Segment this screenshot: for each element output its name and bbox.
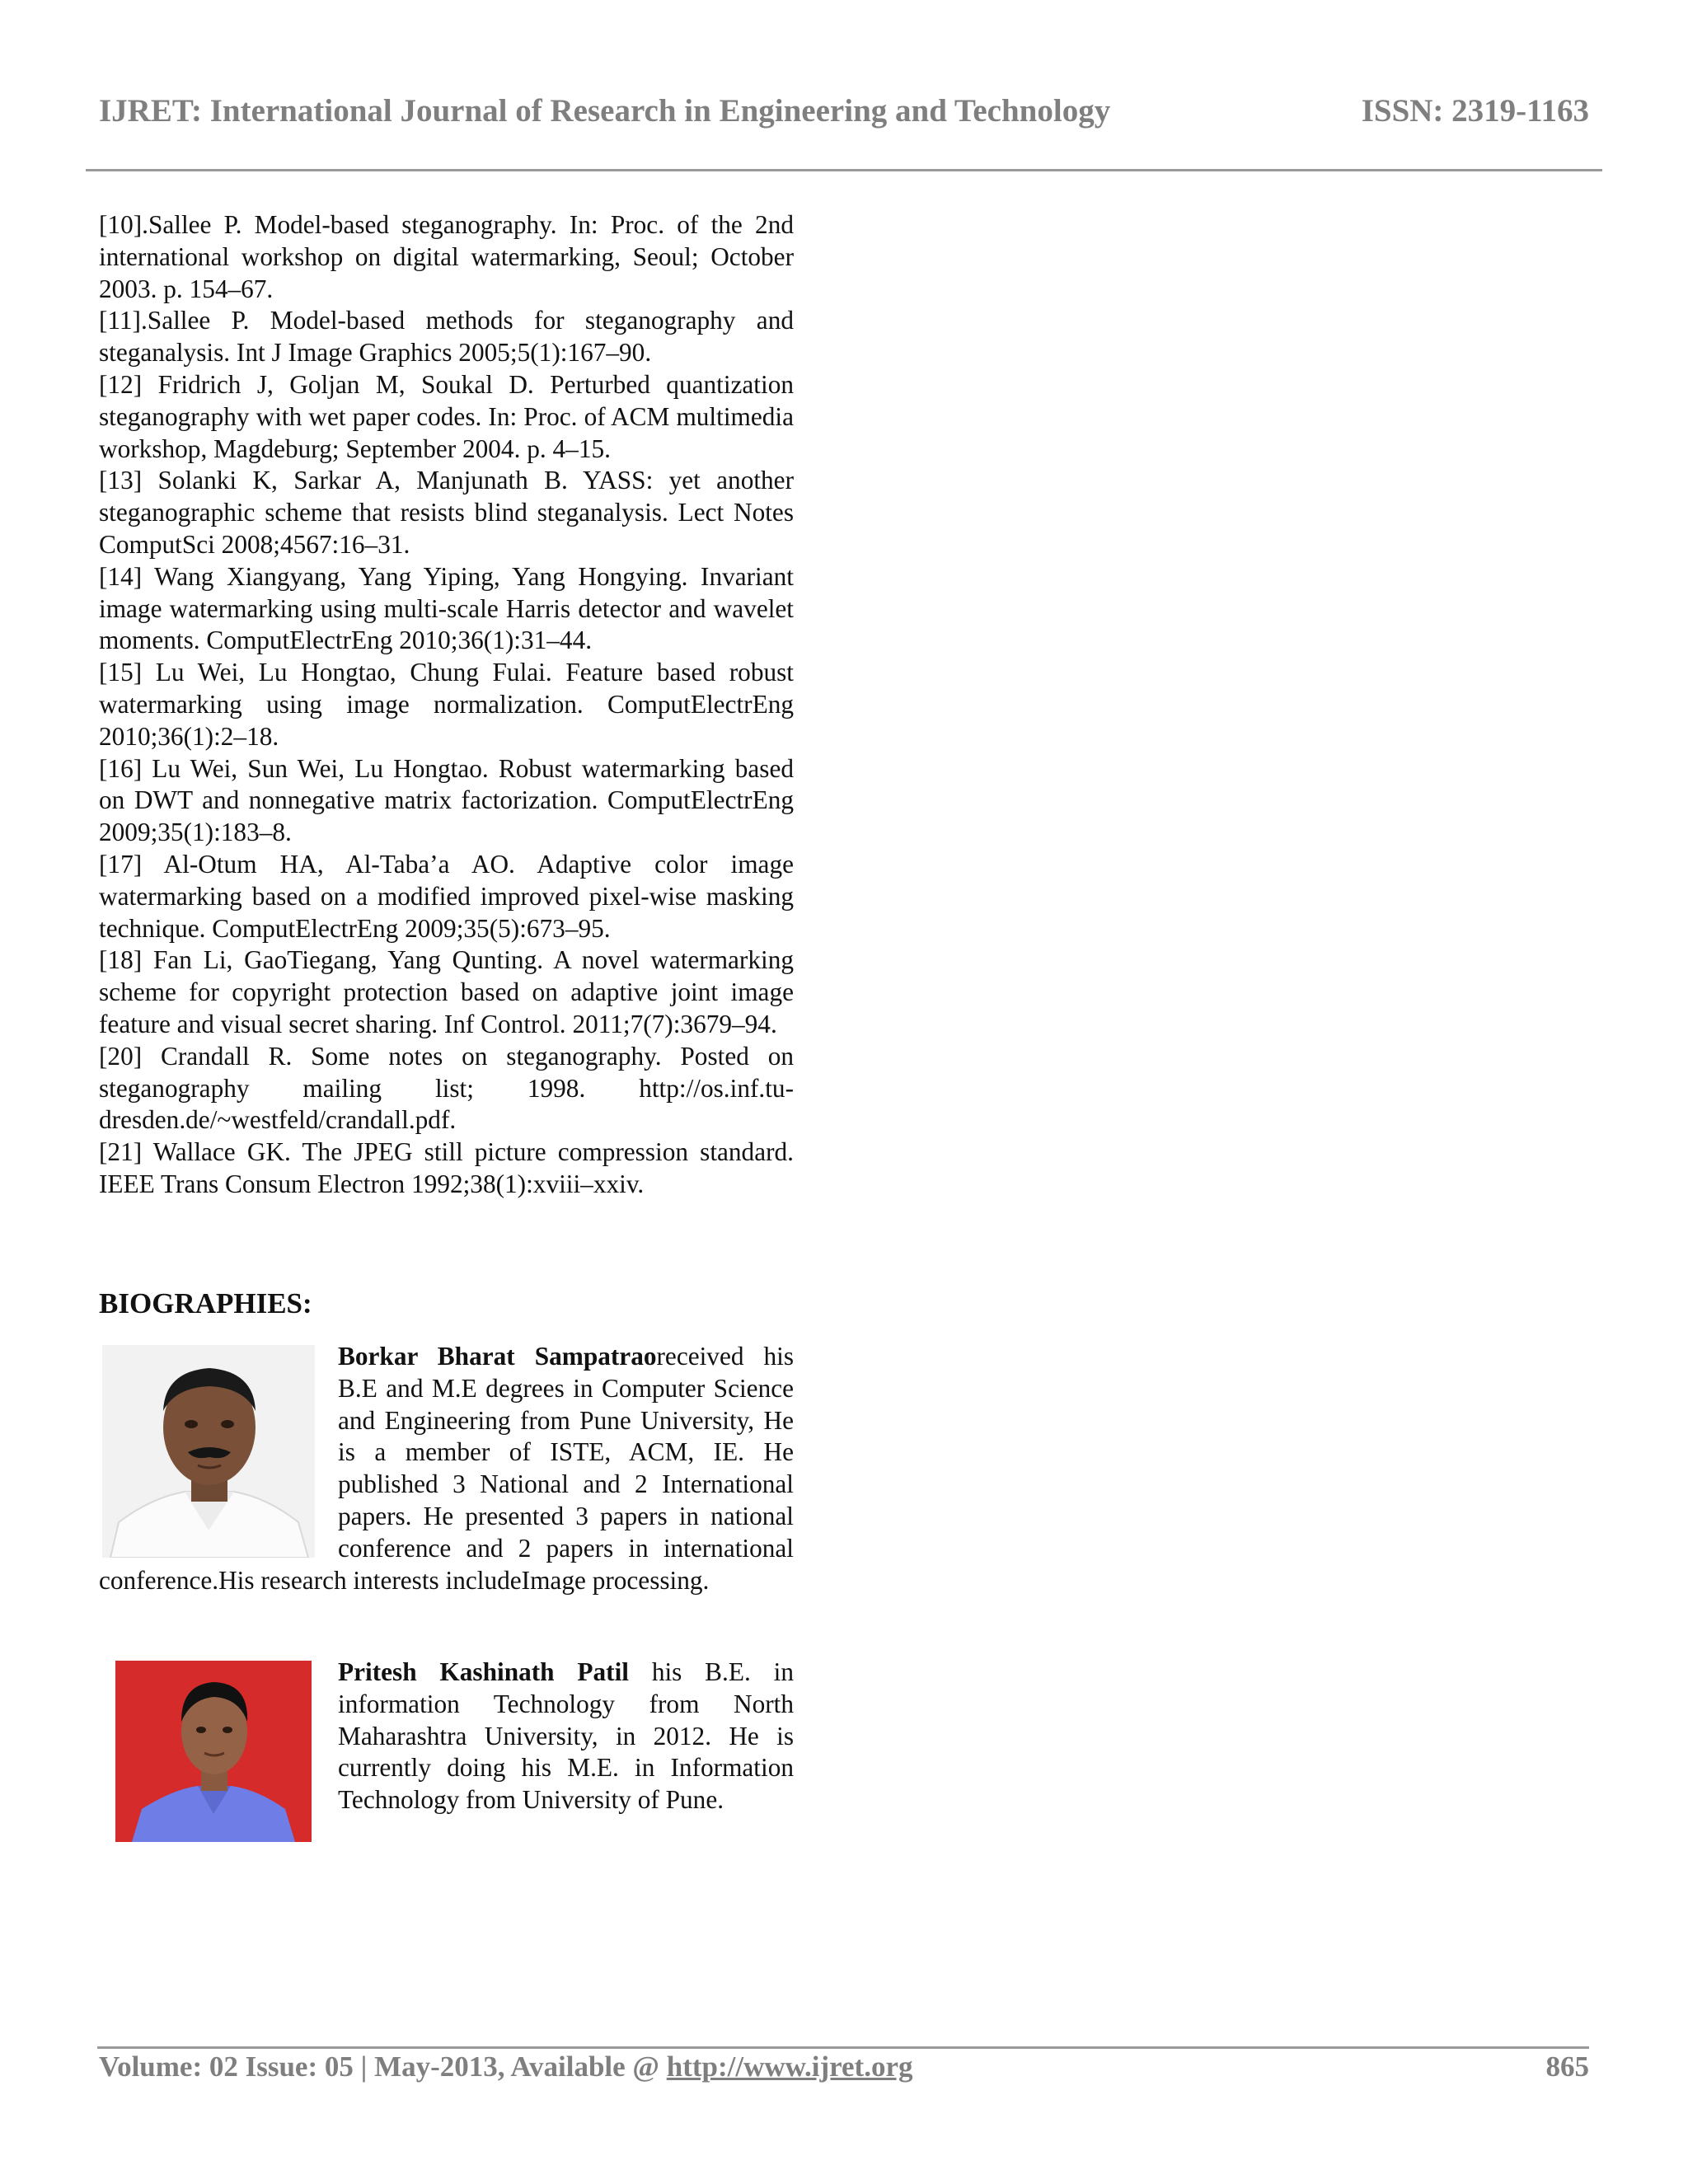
page-number: 865	[1545, 2050, 1589, 2083]
reference-item: [21] Wallace GK. The JPEG still picture compression standard. IEEE Trans Consum Electron 1992;38(1):xviii–xxiv.	[99, 1137, 794, 1198]
reference-item: [16] Lu Wei, Sun Wei, Lu Hongtao. Robust watermarking based on DWT and nonnegative matrix factorization. ComputElectrEng 2009;35(1):183–8.	[99, 753, 794, 847]
page-header	[99, 92, 1589, 142]
reference-list	[99, 209, 794, 1201]
author-photo-patil	[115, 1661, 312, 1842]
biography-text: received his B.E and M.E degrees in Computer Science and Engineering from Pune University, He is a member of ISTE, ACM, IE. He published 3 National and 2 International papers. He presented 3 papers in national conference and 2 papers in international conference.His research interests includeImage processing.	[99, 1342, 795, 1595]
author-photo-borkar	[102, 1345, 315, 1558]
journal-link[interactable]: http://www.ijret.org	[666, 2050, 913, 2083]
biography-patil	[99, 1657, 794, 1842]
volume-text: Volume: 02 Issue: 05 | May-2013, Available @	[99, 2050, 667, 2083]
reference-item: [12] Fridrich J, Goljan M, Soukal D. Perturbed quantization steganography with wet paper codes. In: Proc. of ACM multimedia workshop, Magdeburg; September 2004. p. 4–15.	[99, 369, 794, 463]
footer-divider	[97, 2046, 1589, 2049]
page-footer	[99, 2050, 1589, 2092]
biographies-heading: BIOGRAPHIES:	[99, 1287, 312, 1319]
portrait-graphic	[115, 1661, 312, 1842]
journal-title: IJRET: International Journal of Research in Engineering and Technology	[99, 93, 1111, 129]
reference-item: [15] Lu Wei, Lu Hongtao, Chung Fulai. Feature based robust watermarking using image normalization. ComputElectrEng 2010;36(1):2–18.	[99, 658, 794, 751]
volume-info	[99, 2050, 913, 2083]
reference-item: [20] Crandall R. Some notes on steganography. Posted on steganography mailing list; 1998. http://os.inf.tu-dresden.de/~westfeld/crandall.pdf.	[99, 1041, 794, 1135]
author-name: Borkar Bharat Sampatrao	[338, 1342, 657, 1371]
portrait-graphic	[102, 1345, 315, 1558]
header-divider	[86, 169, 1602, 171]
reference-item: [14] Wang Xiangyang, Yang Yiping, Yang Hongying. Invariant image watermarking using multi-scale Harris detector and wavelet moments. ComputElectrEng 2010;36(1):31–44.	[99, 561, 794, 655]
reference-item: [17] Al-Otum HA, Al-Taba’a AO. Adaptive color image watermarking based on a modified improved pixel-wise masking technique. ComputElectrEng 2009;35(5):673–95.	[99, 849, 794, 943]
reference-item: [18] Fan Li, GaoTiegang, Yang Qunting. A novel watermarking scheme for copyright protection based on adaptive joint image feature and visual secret sharing. Inf Control. 2011;7(7):3679–94.	[99, 945, 794, 1038]
biography-borkar	[99, 1341, 794, 1596]
reference-item: [13] Solanki K, Sarkar A, Manjunath B. YASS: yet another steganographic scheme that resists blind steganalysis. Lect Notes ComputSci 2008;4567:16–31.	[99, 466, 794, 559]
author-name: Pritesh Kashinath Patil	[338, 1657, 629, 1686]
biography-text: his B.E. in information Technology from North Maharashtra University, in 2012. He is currently doing his M.E. in Information Technology from University of Pune.	[338, 1657, 794, 1815]
issn-label: ISSN: 2319-1163	[1361, 93, 1589, 129]
reference-item: [11].Sallee P. Model-based methods for steganography and steganalysis. Int J Image Graphics 2005;5(1):167–90.	[99, 306, 794, 368]
reference-item: [10].Sallee P. Model-based steganography. In: Proc. of the 2nd international workshop on digital watermarking, Seoul; October 2003. p. 154–67.	[99, 210, 794, 303]
